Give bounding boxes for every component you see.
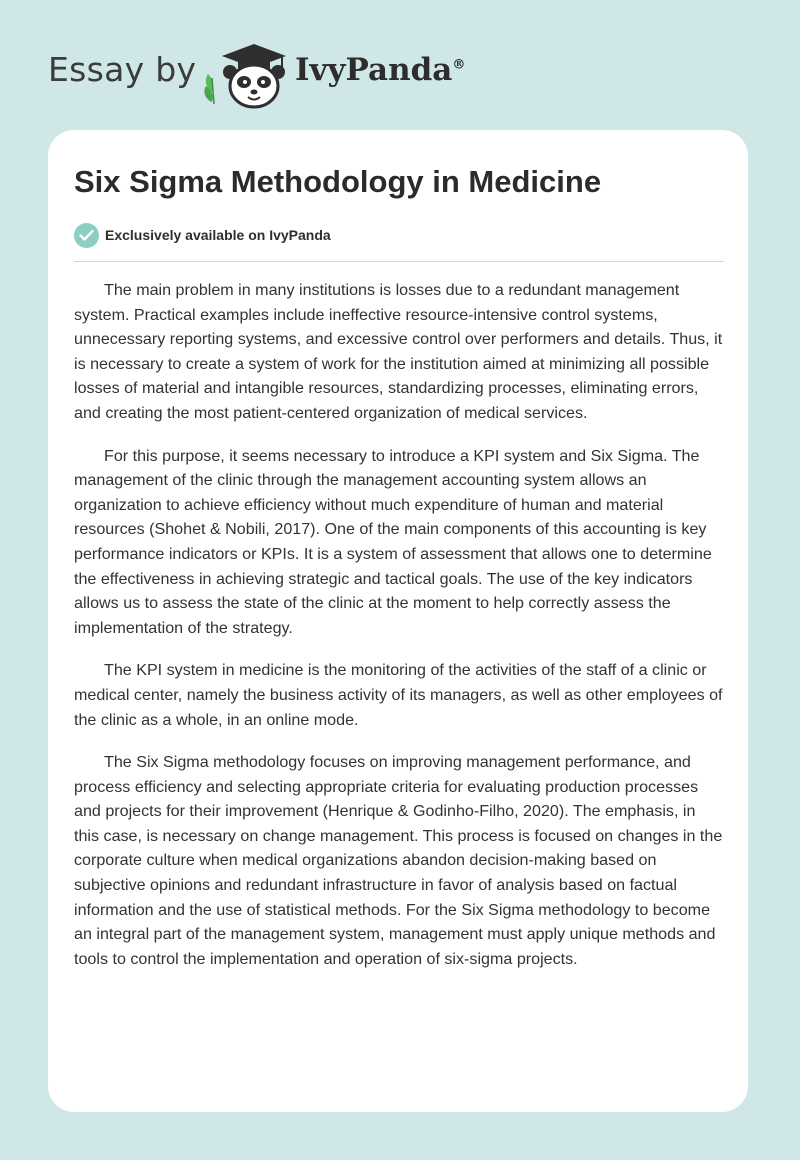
essay-card: [48, 130, 748, 1112]
paragraph: The Six Sigma methodology focuses on improving management performance, and process efficiency and selecting appropriate criteria for evaluating production processes and projects for their improvement (Henrique & Godinho-Filho, 2020). The emphasis, in this case, is necessary on change management. This process is focused on changes in the corporate culture when medical organizations abandon decision-making based on subjective opinions and redundant infrastructure in favor of analysis based on factual information and the use of statistical methods. For the Six Sigma methodology to become an integral part of the management system, management must apply unique methods and tools to control the implementation and operation of six-sigma projects.: [74, 753, 723, 968]
exclusive-badge: [74, 222, 331, 248]
paragraph: For this purpose, it seems necessary to introduce a KPI system and Six Sigma. The management of the clinic through the management accounting system allows an organization to achieve efficiency without much expenditure of human and material resources (Shohet & Nobili, 2017). One of the main components of this accounting is key performance indicators or KPIs. It is a system of assessment that allows one to determine the effectiveness in achieving strategic and tactical goals. The use of the key indicators allows us to assess the state of the clinic at the moment to help correctly assess the implementation of the strategy.: [74, 446, 712, 637]
essay-body: [74, 278, 724, 989]
panda-logo-icon[interactable]: [202, 34, 294, 110]
badge-text: Exclusively available on IvyPanda: [105, 227, 331, 243]
divider: [74, 261, 724, 262]
brand-name[interactable]: [295, 52, 465, 88]
essay-by-label: Essay by: [48, 50, 197, 89]
brand-text: IvyPanda: [295, 52, 453, 88]
paragraph: The KPI system in medicine is the monitoring of the activities of the staff of a clinic or medical center, namely the business activity of its managers, as well as other employees of the clinic as a whole, in an online mode.: [74, 661, 723, 729]
paragraph: The main problem in many institutions is losses due to a redundant management system. Practical examples include ineffective resource-intensive control systems, unnecessary reporting systems, and excessive control over performers and details. Thus, it is necessary to create a system of work for the institution aimed at minimizing all possible losses of material and intangible resources, standardizing processes, eliminating errors, and creating the most patient-centered organization of medical services.: [74, 281, 723, 422]
check-icon: [74, 223, 99, 248]
site-header: [48, 30, 648, 110]
page-title: Six Sigma Methodology in Medicine: [74, 164, 602, 199]
registered-mark: ®: [452, 57, 466, 73]
